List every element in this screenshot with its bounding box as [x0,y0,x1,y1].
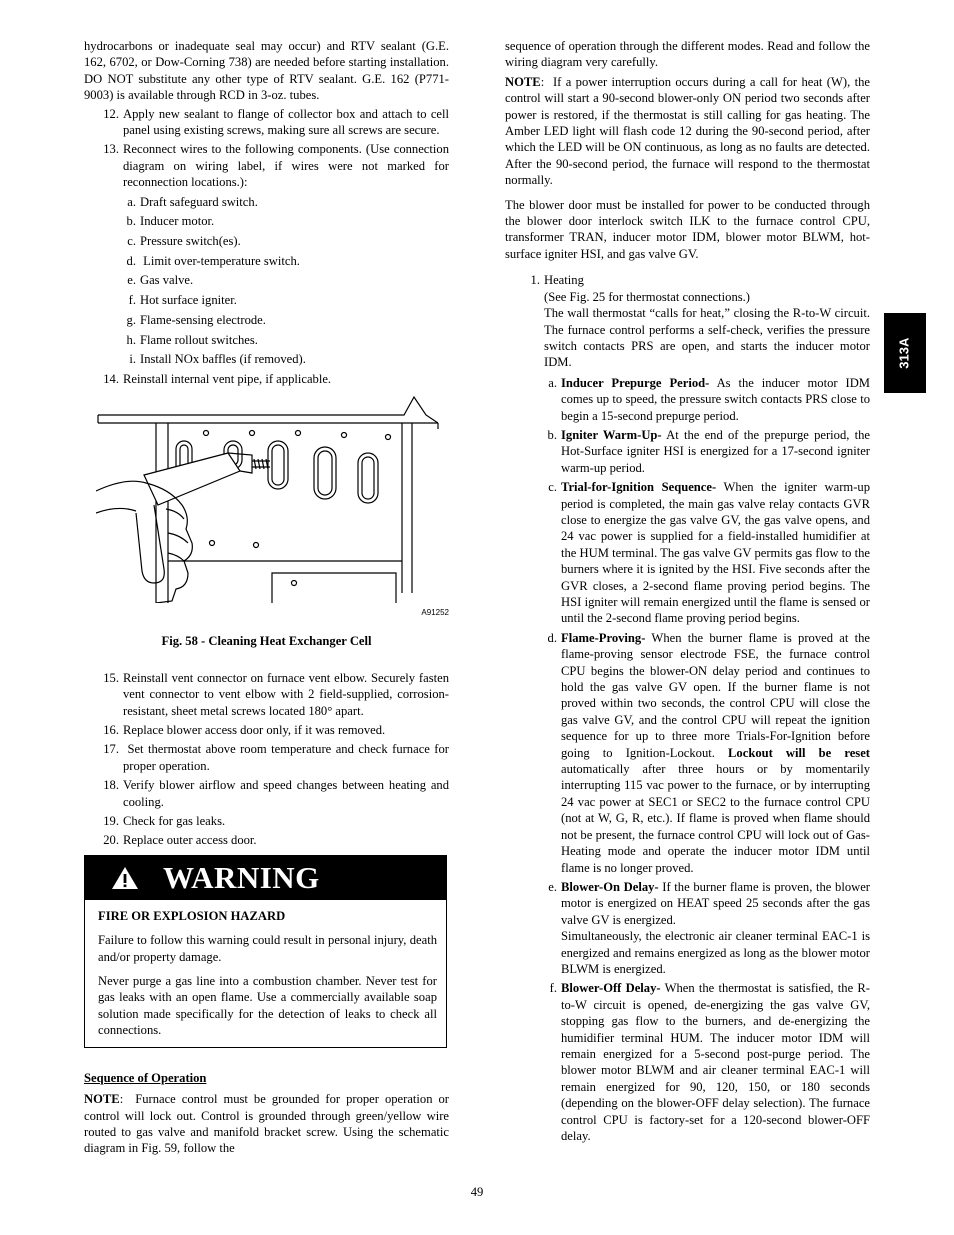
heating-title: Heating [544,273,584,288]
warning-box [84,855,447,1048]
figure-caption: Fig. 58 - Cleaning Heat Exchanger Cell [161,634,372,649]
side-tab: 313A [884,313,926,393]
warning-paragraph: Failure to follow this warning could result in personal injury, death and/or property damage. [98,933,437,964]
list-item: 16. Replace blower access door only, if it was removed. [103,723,386,738]
list-item: i. Install NOx baffles (if removed). [129,352,306,367]
list-item: a. Inducer Prepurge Period- As the inducer motor IDM comes up to speed, the pressure switch contacts PRS close to begin a 15-second prepurge period. [548,375,871,423]
left-column [84,38,453,1159]
heat-exchanger-illustration [96,393,441,603]
page-number: 49 [470,1185,484,1199]
list-item: f. Blower-Off Delay- When the thermostat is satisfied, the R-to-W circuit is opened, de-energizing the gas valve GV, stopping gas flow to the burners, and de-energizing the humidifier terminal HUM. The inducer motor IDM will remain energized for a 5-second post-purge period. The blower motor BLWM and air cleaner terminal EAC-1 will remain energized for 90, 120, 150, or 180 seconds (depending on the blower-OFF delay selection). The furnace control CPU is factory-set for a 120-second blower-OFF delay. [549,981,870,1143]
warning-paragraph: Never purge a gas line into a combustion chamber. Never test for gas leaks with an open flame. Use a commercially available soap solution made specifically for the detection of leaks to check all connections. [98,974,437,1038]
step-12: 12. Apply new sealant to flange of collector box and attach to cell panel using existing screws, making sure all screws are secure. [103,106,449,138]
list-item: e. Blower-On Delay- If the burner flame is proven, the blower motor is energized on HEAT speed 25 seconds after the gas valve GV is energized. Simultaneously, the electronic air cleaner terminal EAC-1 is energized and remains energized as long as the blower motor BLWM is energized. [548,879,870,976]
list-item: d. Limit over-temperature switch. [126,253,300,268]
step-14: 14. Reinstall internal vent pipe, if applicable. [103,371,332,386]
list-item: c. Trial-for-Ignition Sequence- When the igniter warm-up period is completed, the main gas valve relay contacts GVR close to energize the gas valve GV, the gas valve opens, and 24 vac power is supplied for a field-installed humidifier at the HUM terminal. The gas valve GV permits gas flow to the burners where it is ignited by the HSI. Five seconds after the GVR closes, a 2-second flame proving period begins. The HSI igniter will remain energized until the flame is sensed or until the 2-second flame proving period begins. [548,480,870,626]
heating-text: The wall thermostat “calls for heat,” closing the R-to-W circuit. The furnace control performs a self-check, verifies the pressure switch contacts PRS are open, and starts the inducer motor IDM. [544,306,870,370]
figure-id: A91252 [421,608,449,618]
list-item: c. Pressure switch(es). [127,234,241,249]
figure-heat-exchanger [84,393,449,625]
intro-paragraph: hydrocarbons or inadequate seal may occur) and RTV sealant (G.E. 162, 6702, or Dow-Corning 738) are needed before starting installation. DO NOT substitute any other type of RTV sealant. G.E. 162 (P771-9003) is available through RCD in 3-oz. tubes. [84,39,449,103]
note-paragraph: NOTE: If a power interruption occurs during a call for heat (W), the control will start a 90-second blower-only ON period two seconds after power is restored, if the thermostat is still calling for gas heating. The Amber LED light will flash code 12 during the 90-second period, after which the LED will be ON continuous, as long as no faults are detected. After the 90-second period, the furnace will respond to the thermostat normally. [505,74,874,188]
list-item: 18. Verify blower airflow and speed changes between heating and cooling. [103,778,449,809]
paragraph: The blower door must be installed for power to be conducted through the blower door interlock switch ILK to the furnace control CPU, transformer TRAN, inducer motor IDM, blower motor BLWM, hot-surface igniter HSI, and gas valve GV. [505,197,870,261]
list-item: 19. Check for gas leaks. [103,814,226,829]
list-item: a. Draft safeguard switch. [127,194,258,209]
warning-header [85,856,446,900]
heating-ref: (See Fig. 25 for thermostat connections.) [544,289,751,304]
step-13-list [84,194,449,368]
step-13: 13. Reconnect wires to the following components. (Use connection diagram on wiring label, if wires were not marked for reconnection locations.): [103,142,449,190]
warning-title: WARNING [163,859,320,895]
list-item: h. Flame rollout switches. [126,332,258,347]
list-item: 17. Set thermostat above room temperature and check furnace for proper operation. [103,742,453,773]
right-column [505,38,874,1147]
note-paragraph: NOTE: Furnace control must be grounded for proper operation or control will lock out. Control is grounded through green/yellow wire routed to gas valve and manifold bracket screw. Using the schematic diagram in Fig. 59, follow the [84,1092,453,1156]
list-item: 15. Reinstall vent connector on furnace vent elbow. Securely fasten vent connector to vent elbow with 2 field-supplied, corrosion-resistant, sheet metal screws located 180° apart. [103,670,449,718]
list-item: e. Gas valve. [127,273,194,288]
list-item: b. Igniter Warm-Up- At the end of the prepurge period, the Hot-Surface igniter HSI is energized for a 17-second igniter warm-up period. [547,427,870,475]
list-item: 20. Replace outer access door. [103,833,257,848]
list-item: f. Hot surface igniter. [128,293,237,308]
list-item: g. Flame-sensing electrode. [126,312,266,327]
paragraph: sequence of operation through the different modes. Read and follow the wiring diagram very carefully. [505,39,870,70]
heating-section: 1. Heating (See Fig. 25 for thermostat connections.) The wall thermostat “calls for heat,” closing the R-to-W circuit. The furnace control performs a self-check, verifies the pressure switch contacts PRS are open, and starts the inducer motor IDM. [530,273,870,370]
steps-15-20 [84,670,453,849]
section-heading: Sequence of Operation [84,1070,207,1085]
list-item: d. Flame-Proving- When the burner flame is proved at the flame-proving sensor electrode FSE, the furnace control CPU begins the blower-ON delay period and continues to hold the gas valve GV open. If the burner flame is not proved within two seconds, the control CPU will close the gas valve GV, and the control CPU will repeat the ignition sequence for up to three more Trials-For-Ignition before going to Ignition-Lockout. Lockout will be reset automatically after three hours or by momentarily interrupting 115 vac power to the furnace, or by interrupting 24 vac power at SEC1 or SEC2 to the furnace control CPU (not at W, G, R, etc.). If flame is proved when flame should not be present, the furnace control CPU will lock out of Gas-Heating mode and operate the inducer motor IDM until flame is no longer proved. [547,630,870,875]
warning-body [85,900,446,1047]
warning-triangle-icon [111,866,139,890]
hazard-label: FIRE OR EXPLOSION HAZARD [98,908,286,923]
list-item: b. Inducer motor. [126,214,215,229]
